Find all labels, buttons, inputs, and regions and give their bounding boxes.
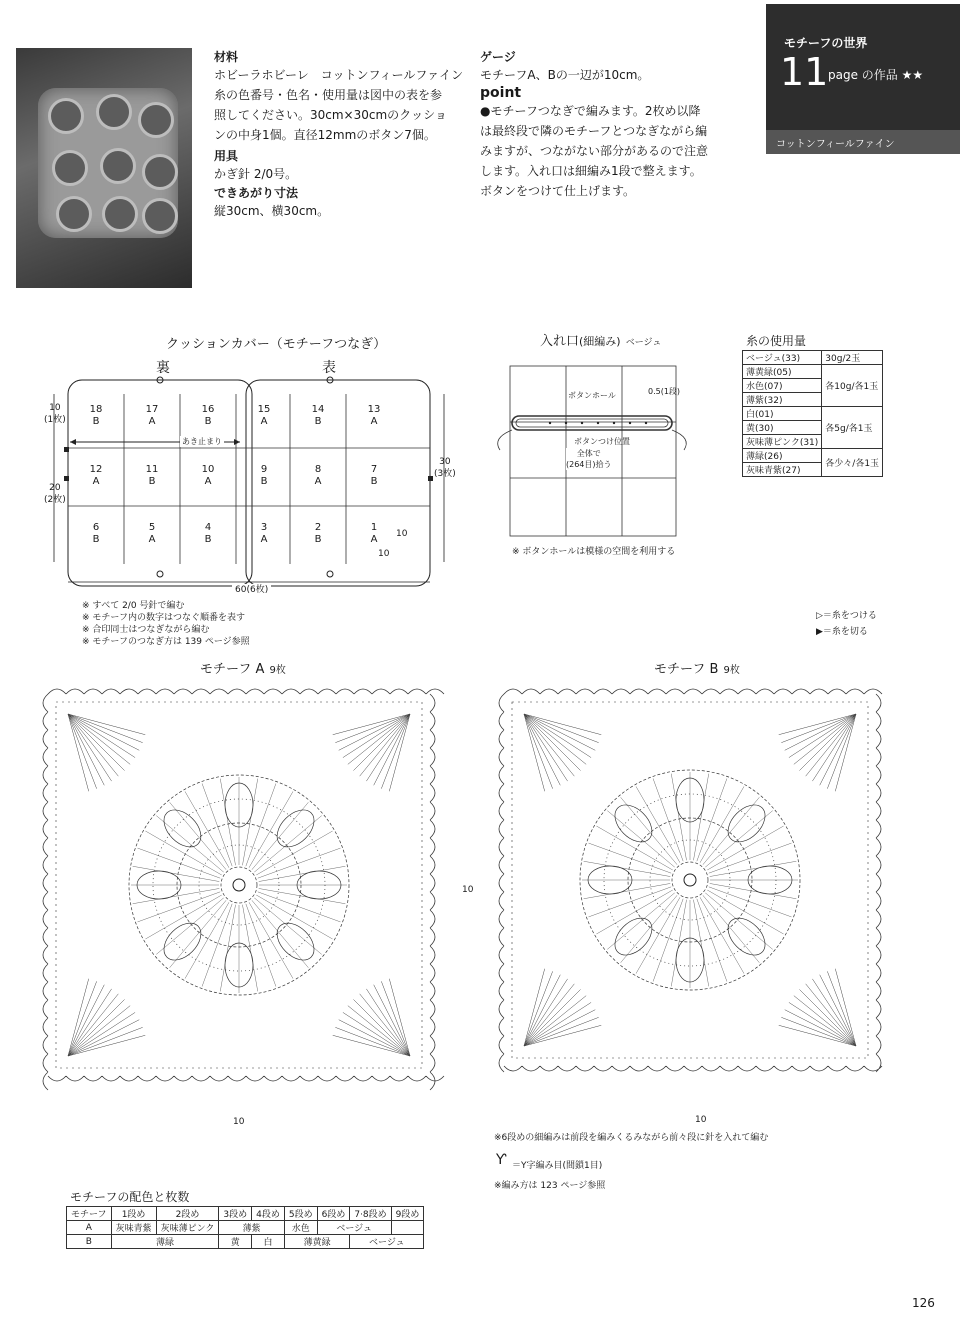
chart-stroke — [608, 798, 659, 849]
chart-stroke — [524, 975, 560, 1046]
chart-stroke — [524, 1010, 595, 1046]
yarn-name-cell: 黄(30) — [743, 421, 822, 435]
motif-b-title-row — [654, 658, 740, 677]
chart-stroke — [68, 1020, 139, 1056]
chart-stroke — [170, 802, 227, 869]
motif-a-title: モチーフ A — [200, 662, 265, 677]
button-position-label: ボタンつけ位置 — [574, 437, 630, 446]
yarn-name-cell: ベージュ(33) — [743, 351, 822, 365]
point-line: みますが、つながない部分があるので注意 — [480, 144, 709, 158]
chart-stroke — [249, 791, 293, 867]
corner-10a: 10 — [396, 529, 408, 539]
yarn-amount-cell: 各5g/各1玉 — [822, 407, 883, 449]
chart-stroke — [524, 714, 560, 785]
yarn-name-cell: 薄黄緑(05) — [743, 365, 822, 379]
chart-stroke — [185, 902, 229, 978]
motif-cell — [124, 464, 180, 488]
cell-number: 7 — [370, 464, 378, 475]
header-cell: 5段め — [284, 1207, 317, 1221]
cell-type: B — [314, 416, 322, 427]
opening-note: ※ ボタンホールは模様の空間を利用する — [512, 547, 676, 557]
buttonhole-label: ボタンホール — [568, 391, 616, 400]
cell-type: B — [314, 534, 322, 545]
chart-stroke — [697, 899, 727, 982]
chart-stroke — [353, 714, 410, 771]
cell: 白 — [252, 1235, 285, 1249]
chart-stroke — [653, 899, 683, 982]
chart-stroke — [246, 784, 276, 867]
chart-stroke — [68, 999, 125, 1056]
motif-b-title: モチーフ B — [654, 662, 719, 677]
cell — [391, 1221, 424, 1235]
cell: 黄 — [219, 1235, 252, 1249]
note: ※ モチーフのつなぎ方は 139 ページ参照 — [82, 637, 250, 647]
cell-number: 15 — [257, 404, 271, 415]
chart-stroke — [524, 714, 574, 776]
chart-stroke — [254, 816, 321, 873]
yarn-amount-cell: 30g/2玉 — [822, 351, 883, 365]
series-title: モチーフの世界 — [784, 36, 868, 50]
chart-stroke — [68, 714, 125, 771]
chart-stroke — [246, 904, 276, 987]
corner-10b: 10 — [378, 549, 390, 559]
chart-stroke — [233, 879, 245, 891]
cell-type: A — [370, 534, 378, 545]
cell-type: B — [260, 476, 268, 487]
point-line: します。入れ口は細編み1段で整えます。 — [480, 164, 702, 178]
chart-stroke — [721, 798, 772, 849]
cell-number: 1 — [370, 522, 378, 533]
motif-cell — [68, 522, 124, 546]
cell-number: 2 — [314, 522, 322, 533]
materials-heading: 材料 — [214, 50, 239, 64]
chart-stroke — [221, 867, 257, 903]
chart-stroke — [607, 811, 674, 868]
motif-cell — [180, 464, 236, 488]
cell-type: A — [204, 476, 212, 487]
back-label: 裏 — [156, 360, 170, 376]
tools-heading: 用具 — [214, 149, 239, 163]
tools-text: かぎ針 2/0号。 — [214, 167, 298, 181]
cell: B — [67, 1235, 112, 1249]
header-cell: 1段め — [111, 1207, 156, 1221]
chart-stroke — [185, 791, 229, 867]
motif-cell — [180, 522, 236, 546]
chart-stroke — [339, 1020, 410, 1056]
motif-a-count: 9枚 — [269, 665, 286, 676]
cell-type: B — [92, 416, 100, 427]
motif-a-chart — [34, 680, 454, 1120]
chart-stroke — [68, 714, 130, 764]
finished-text: 縦30cm、横30cm。 — [214, 204, 330, 218]
legend-attach: ▷＝糸をつける — [816, 611, 877, 621]
chart-stroke — [703, 895, 760, 962]
motif-b-chart — [490, 680, 900, 1100]
cell: 水色 — [284, 1221, 317, 1235]
cell-number: 12 — [89, 464, 103, 475]
yarn-amount-cell: 各10g/各1玉 — [822, 365, 883, 407]
chart-stroke — [705, 811, 772, 868]
yarn-name-cell: 薄紫(32) — [743, 393, 822, 407]
chart-stroke — [524, 989, 581, 1046]
chart-stroke — [68, 714, 139, 750]
point-line: は最終段で隣のモチーフとつなぎながら編 — [480, 124, 708, 138]
chart-stroke — [157, 916, 208, 967]
chart-stroke — [607, 893, 674, 950]
yarn-amount-cell: 各少々/各1玉 — [822, 449, 883, 477]
cell-type: B — [92, 534, 100, 545]
chart-stroke — [202, 784, 232, 867]
cell-number: 8 — [314, 464, 322, 475]
gauge-section — [480, 48, 730, 201]
cell-number: 17 — [145, 404, 159, 415]
cell-number: 11 — [145, 464, 159, 475]
chart-stroke — [636, 786, 680, 862]
cell-type: A — [370, 416, 378, 427]
cell: ベージュ — [317, 1221, 391, 1235]
dim-left-bottom: 20 (2枚) — [44, 483, 66, 505]
chart-stroke — [68, 714, 118, 776]
motif-cell — [180, 404, 236, 428]
chart-stroke — [256, 895, 332, 939]
header-cell: 3段め — [219, 1207, 252, 1221]
chart-stroke — [621, 797, 678, 864]
cell-number: 9 — [260, 464, 268, 475]
chart-stroke — [596, 826, 672, 870]
motif-cell — [236, 522, 292, 546]
opening-title-row — [540, 330, 661, 349]
header-cell: 2段め — [156, 1207, 219, 1221]
note: ※ すべて 2/0 号針で編む — [82, 601, 185, 611]
chart-stroke — [339, 714, 410, 750]
cell: A — [67, 1221, 112, 1235]
materials-line: 照してください。30cm×30cmのクッショ — [214, 108, 447, 122]
cell: 薄紫 — [219, 1221, 284, 1235]
motif-b-count: 9枚 — [723, 665, 740, 676]
chart-stroke — [806, 984, 856, 1046]
motif-b-note3: ※編み方は 123 ページ参照 — [494, 1181, 606, 1191]
cell-type: A — [314, 476, 322, 487]
motif-cell — [290, 404, 346, 428]
chart-stroke — [270, 803, 321, 854]
materials-line: ホビーラホビーレ コットンフィールファイン — [214, 68, 464, 82]
cell: ベージュ — [350, 1235, 424, 1249]
motif-a-dim-side: 10 — [462, 885, 474, 895]
chart-stroke — [589, 887, 672, 917]
finished-heading: できあがり寸法 — [214, 186, 299, 200]
dim-bottom: 60(6枚) — [232, 584, 271, 596]
pickup-label: 全体で (264目)拾う — [566, 449, 612, 469]
chart-stroke — [709, 887, 792, 917]
chart-stroke — [799, 989, 856, 1046]
motif-b-dim: 10 — [692, 1114, 709, 1126]
product-photo — [16, 48, 192, 288]
chart-stroke — [524, 984, 574, 1046]
chart-stroke — [709, 843, 792, 873]
chart-stroke — [653, 779, 683, 862]
opening-color: ベージュ — [625, 338, 662, 348]
cell-type: A — [148, 416, 156, 427]
chart-stroke — [524, 714, 595, 750]
motif-cell — [236, 464, 292, 488]
cell-number: 6 — [92, 522, 100, 533]
chart-stroke — [256, 831, 332, 875]
header-cell: モチーフ — [67, 1207, 112, 1221]
point-line: ●モチーフつなぎで編みます。2枚め以降 — [480, 104, 701, 118]
cell-type: B — [148, 476, 156, 487]
point-line: ボタンをつけて仕上げます。 — [480, 184, 636, 198]
materials-line: 糸の色番号・色名・使用量は図中の表を参 — [214, 88, 443, 102]
yarn-name-cell: 白(01) — [743, 407, 822, 421]
cell-type: A — [260, 534, 268, 545]
chart-stroke — [360, 714, 410, 776]
motif-cell — [346, 464, 402, 488]
cell-number: 10 — [201, 464, 215, 475]
cell: 灰味青紫 — [111, 1221, 156, 1235]
yarn-name-cell: 灰味青紫(27) — [743, 463, 822, 477]
chart-stroke — [684, 874, 696, 886]
color-table-title: モチーフの配色と枚数 — [70, 1190, 190, 1204]
cell-type: B — [370, 476, 378, 487]
opening-label: あき止まり — [182, 437, 222, 446]
gauge-heading: ゲージ — [480, 50, 516, 64]
cushion-title: クッションカバー（モチーフつなぎ） — [166, 337, 387, 352]
chart-stroke — [170, 900, 227, 967]
chart-stroke — [348, 1006, 410, 1056]
note: ※ モチーフ内の数字はつなぐ順番を表す — [82, 613, 245, 623]
motif-cell — [124, 404, 180, 428]
cell-number: 14 — [311, 404, 325, 415]
cell: 灰味薄ピンク — [156, 1221, 219, 1235]
chart-stroke — [806, 714, 856, 776]
chart-stroke — [636, 897, 680, 973]
yarn-usage-table — [742, 350, 883, 477]
chart-stroke — [145, 831, 221, 875]
chart-stroke — [270, 916, 321, 967]
yarn-name-cell: 灰味薄ピンク(31) — [743, 435, 822, 449]
chart-stroke — [705, 893, 772, 950]
motif-cell — [68, 404, 124, 428]
chart-stroke — [252, 900, 309, 967]
motif-cell — [346, 522, 402, 546]
yarn-name-cell: 水色(07) — [743, 379, 822, 393]
yarn-name-cell: 薄緑(26) — [743, 449, 822, 463]
cell: 薄緑 — [111, 1235, 219, 1249]
gauge-text: モチーフA、Bの一辺が10cm。 — [480, 68, 650, 82]
header-cell: 9段め — [391, 1207, 424, 1221]
cell-number: 18 — [89, 404, 103, 415]
opening-title: 入れ口 — [540, 334, 580, 349]
pattern-badge — [766, 4, 960, 154]
motif-a-dim: 10 — [230, 1116, 247, 1128]
chart-stroke — [700, 786, 744, 862]
chart-stroke — [700, 897, 744, 973]
legend-cut: ▶＝糸を切る — [816, 627, 868, 637]
chart-stroke — [156, 898, 223, 955]
chart-stroke — [707, 890, 783, 934]
chart-stroke — [68, 1006, 130, 1056]
chart-stroke — [785, 1010, 856, 1046]
pattern-number: 11 — [780, 50, 829, 94]
chart-stroke — [254, 898, 321, 955]
chart-stroke — [258, 848, 341, 878]
yarn-usage-title: 糸の使用量 — [746, 334, 807, 348]
chart-stroke — [621, 895, 678, 962]
chart-stroke — [672, 862, 708, 898]
chart-stroke — [707, 826, 783, 870]
front-label: 表 — [322, 360, 336, 376]
cushion-cells — [68, 394, 430, 564]
cell-type: A — [92, 476, 100, 487]
header-cell: 7·8段め — [350, 1207, 391, 1221]
page-label: page の作品 ★★ — [828, 68, 924, 82]
chart-stroke — [794, 996, 856, 1046]
chart-stroke — [524, 714, 581, 771]
materials-section — [214, 48, 464, 221]
chart-stroke — [360, 994, 410, 1056]
chart-stroke — [820, 714, 856, 785]
header-cell: 4段め — [252, 1207, 285, 1221]
chart-stroke — [145, 895, 221, 939]
chart-stroke — [249, 902, 293, 978]
motif-cell — [68, 464, 124, 488]
chart-stroke — [799, 714, 856, 771]
motif-cell — [124, 522, 180, 546]
dim-left-top: 10 (1枚) — [44, 403, 66, 425]
motif-b-note2: ＝Y字編み目(間鎖1目) — [512, 1161, 603, 1171]
color-table — [66, 1206, 424, 1249]
cushion-image — [38, 88, 178, 238]
y-stitch-icon: Ƴ — [496, 1152, 507, 1168]
materials-line: ンの中身1個。直径12mmのボタン7個。 — [214, 128, 436, 142]
cell-type: B — [204, 416, 212, 427]
chart-stroke — [374, 714, 410, 785]
motif-cell — [290, 522, 346, 546]
motif-cell — [290, 464, 346, 488]
cushion-notes — [82, 600, 250, 648]
chart-stroke — [596, 890, 672, 934]
cell: 薄黄緑 — [284, 1235, 349, 1249]
chart-stroke — [794, 714, 856, 764]
motif-cell — [236, 404, 292, 428]
chart-stroke — [68, 994, 118, 1056]
cell-number: 3 — [260, 522, 268, 533]
chart-stroke — [68, 985, 104, 1056]
chart-stroke — [68, 714, 104, 785]
chart-stroke — [348, 714, 410, 764]
dim-right: 30 (3枚) — [434, 457, 456, 479]
yarn-name: コットンフィールファイン — [776, 139, 895, 150]
chart-stroke — [703, 797, 760, 864]
chart-stroke — [697, 779, 727, 862]
chart-stroke — [157, 803, 208, 854]
chart-stroke — [156, 816, 223, 873]
cell-type: B — [204, 534, 212, 545]
chart-stroke — [524, 714, 586, 764]
chart-stroke — [138, 892, 221, 922]
chart-stroke — [353, 999, 410, 1056]
chart-stroke — [785, 714, 856, 750]
motif-b-note1: ※6段めの細編みは前段を編みくるみながら前々段に針を入れて編む — [494, 1133, 769, 1143]
chart-stroke — [258, 892, 341, 922]
chart-stroke — [721, 911, 772, 962]
cell-type: A — [148, 534, 156, 545]
chart-stroke — [202, 904, 232, 987]
row-label: 0.5(1段) — [648, 387, 681, 396]
cell-number: 13 — [367, 404, 381, 415]
cell-number: 4 — [204, 522, 212, 533]
point-heading: point — [480, 85, 522, 101]
motif-a-title-row — [200, 658, 286, 677]
chart-stroke — [374, 985, 410, 1056]
cell-type: A — [260, 416, 268, 427]
header-cell: 6段め — [317, 1207, 350, 1221]
page-number: 126 — [912, 1296, 935, 1310]
chart-stroke — [820, 975, 856, 1046]
chart-stroke — [252, 802, 309, 869]
opening-subtitle: (細編み) — [579, 335, 621, 348]
chart-stroke — [589, 843, 672, 873]
chart-stroke — [524, 996, 586, 1046]
cell-number: 5 — [148, 522, 156, 533]
chart-stroke — [138, 848, 221, 878]
chart-stroke — [608, 911, 659, 962]
motif-cell — [346, 404, 402, 428]
cell-number: 16 — [201, 404, 215, 415]
note: ※ 合印同士はつなぎながら編む — [82, 625, 210, 635]
